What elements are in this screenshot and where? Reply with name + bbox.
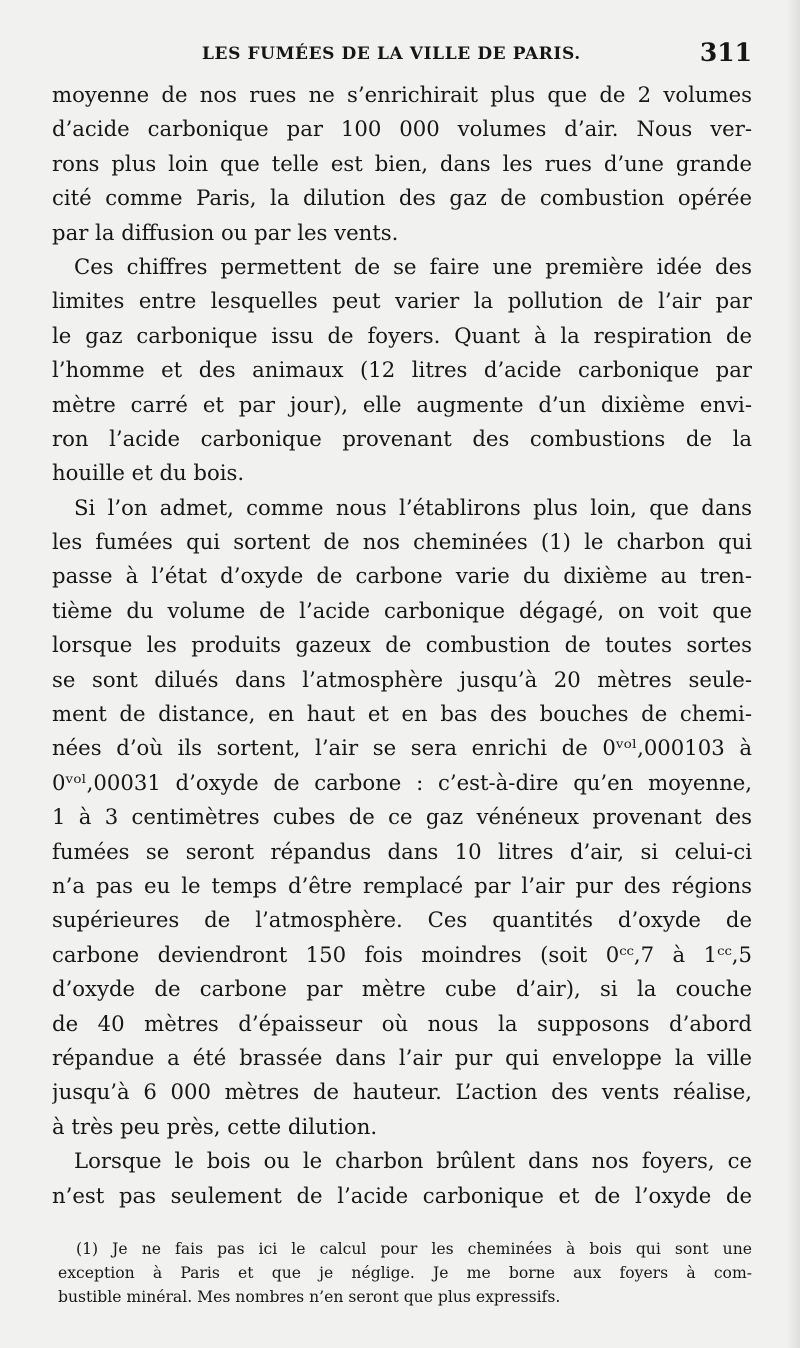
running-title: LES FUMÉES DE LA VILLE DE PARIS. xyxy=(202,44,581,64)
text-line: l’homme et des animaux (12 litres d’acide carbonique par xyxy=(52,357,752,383)
text-line: nées d’où ils sortent, l’air se sera enrichi de 0ᵛᵒˡ,000103 à xyxy=(52,735,752,761)
footnote-line: exception à Paris et que je néglige. Je me borne aux foyers à com- xyxy=(58,1264,752,1282)
text-line: 0ᵛᵒˡ,00031 d’oxyde de carbone : c’est-à-dire qu’en moyenne, xyxy=(52,769,752,795)
page-number: 311 xyxy=(699,38,752,67)
text-line: jusqu’à 6 000 mètres de hauteur. L’action des vents réalise, xyxy=(52,1079,752,1105)
body-text xyxy=(52,78,752,1213)
footnotes xyxy=(58,1237,752,1309)
text-line: n’est pas seulement de l’acide carbonique et de l’oxyde de xyxy=(52,1182,752,1208)
footnote-line: (1) Je ne fais pas ici le calcul pour les cheminées à bois qui sont une xyxy=(76,1240,752,1258)
text-line: cité comme Paris, la dilution des gaz de combustion opérée xyxy=(52,185,752,211)
running-header xyxy=(52,36,752,76)
text-line: répandue a été brassée dans l’air pur qui enveloppe la ville xyxy=(52,1044,752,1070)
text-line: 1 à 3 centimètres cubes de ce gaz vénéneux provenant des xyxy=(52,804,752,830)
text-line: Ces chiffres permettent de se faire une première idée des xyxy=(74,253,752,279)
text-line: par la diffusion ou par les vents. xyxy=(52,219,399,245)
text-line: d’oxyde de carbone par mètre cube d’air), si la couche xyxy=(52,976,752,1002)
text-line: Lorsque le bois ou le charbon brûlent dans nos foyers, ce xyxy=(74,1148,752,1174)
page-edge-shadow xyxy=(786,0,800,1348)
text-line: ment de distance, en haut et en bas des bouches de chemi- xyxy=(52,701,752,727)
text-line: ron l’acide carbonique provenant des combustions de la xyxy=(52,425,752,451)
text-line: fumées se seront répandus dans 10 litres d’air, si celui-ci xyxy=(52,838,752,864)
text-line: de 40 mètres d’épaisseur où nous la supposons d’abord xyxy=(52,1010,752,1036)
text-line: tième du volume de l’acide carbonique dégagé, on voit que xyxy=(52,597,752,623)
text-line: carbone deviendront 150 fois moindres (soit 0ᶜᶜ,7 à 1ᶜᶜ,5 xyxy=(52,941,752,967)
text-line: limites entre lesquelles peut varier la pollution de l’air par xyxy=(52,288,752,314)
text-line: rons plus loin que telle est bien, dans les rues d’une grande xyxy=(52,150,752,176)
text-line: moyenne de nos rues ne s’enrichirait plus que de 2 volumes xyxy=(52,82,752,107)
text-line: Si l’on admet, comme nous l’établirons plus loin, que dans xyxy=(74,494,752,520)
text-line: lorsque les produits gazeux de combustion de toutes sortes xyxy=(52,632,752,658)
text-line: d’acide carbonique par 100 000 volumes d’air. Nous ver- xyxy=(52,116,752,142)
text-line: mètre carré et par jour), elle augmente d’un dixième envi- xyxy=(52,391,752,417)
text-line: passe à l’état d’oxyde de carbone varie du dixième au tren- xyxy=(52,563,752,589)
text-line: à très peu près, cette dilution. xyxy=(52,1113,378,1139)
text-line: supérieures de l’atmosphère. Ces quantités d’oxyde de xyxy=(52,907,752,933)
text-line: les fumées qui sortent de nos cheminées (1) le charbon qui xyxy=(52,529,752,555)
text-line: n’a pas eu le temps d’être remplacé par l’air pur des régions xyxy=(52,872,752,898)
text-line: houille et du bois. xyxy=(52,460,245,486)
text-line: le gaz carbonique issu de foyers. Quant à la respiration de xyxy=(52,322,752,348)
footnote-line: bustible minéral. Mes nombres n’en seront que plus expressifs. xyxy=(58,1288,561,1306)
text-line: se sont dilués dans l’atmosphère jusqu’à 20 mètres seule- xyxy=(52,666,752,692)
